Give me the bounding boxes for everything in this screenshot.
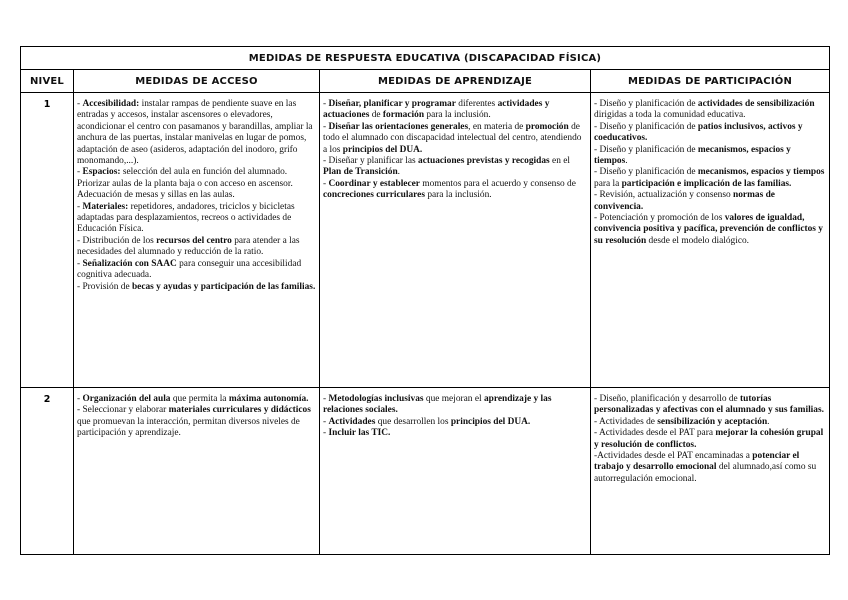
bullet-item [594,190,826,213]
bold-text: normas de convivencia. [594,190,775,212]
bold-text: materiales curriculares y didácticos [168,405,311,416]
text: - Diseñar y planificar las [323,156,419,167]
bold-text: Espacios: [82,167,121,178]
access-cell [74,388,320,555]
bold-text: principios del DUA. [450,416,531,427]
text: - [323,428,329,439]
bold-text: Materiales: [82,201,129,212]
text: - [77,394,83,404]
text: que mejoran el [423,394,484,404]
bold-text: Organización del aula [82,394,171,404]
bullet-item [594,417,826,428]
text: para la inclusión. [424,190,492,201]
bold-text: Diseñar las orientaciones generales [328,121,469,132]
bullet-item [594,167,826,190]
bold-text: tutorías personalizadas y afectivas con el alumnado y sus familias. [594,394,824,416]
text: - Diseño, planificación y desarrollo de [594,394,741,404]
bullet-item [77,259,316,282]
bullet-item [323,417,587,428]
text: de [369,110,383,121]
bold-text: sensibilización y aceptación [657,416,768,427]
bold-text: promoción [525,121,569,132]
table-row [21,93,830,388]
text: - [77,167,83,178]
bold-text: aprendizaje y las relaciones sociales. [323,394,552,416]
text: en el [549,156,571,167]
bullet-item [323,179,587,202]
header-learning: MEDIDAS DE APRENDIZAJE [320,70,591,93]
access-cell [74,93,320,388]
bold-text: formación [382,110,425,121]
bold-text: mecanismos, espacios y tiempos [697,167,825,178]
text: que promuevan la interacción, permitan diversos niveles de participación y aprendizaje. [77,416,300,439]
text: , en materia de [468,121,526,132]
bullet-item [77,236,316,259]
text: instalar rampas de pendiente suave en las entradas y accesos, instalar ascensores o elevadores, acondicionar el centro con pasamanos y barandillas, ampliar la anchura de las puertas, instalar manivelas en lugar de pomos, adaptación de aseo (asideros, adaptación del inodoro, grifo monomando,...). [77,99,313,167]
header-participation: MEDIDAS DE PARTICIPACIÓN [591,70,830,93]
document-page [20,46,829,555]
text: - Potenciación y promoción de los [594,213,725,224]
bold-text: concreciones curriculares [323,190,425,201]
text: - Diseño y planificación de [594,144,698,155]
bold-text: Actividades [328,416,376,427]
text: repetidores, andadores, triciclos y bicicletas adaptadas para desplazamientos, recreos o actividades de Educación Física. [77,201,295,235]
bold-text: becas y ayudas y participación de las familias. [131,281,316,292]
bold-text: mejorar la cohesión grupal y resolución de conflictos. [594,428,824,450]
bullet-item [323,122,587,156]
bullet-item [77,202,316,236]
participation-cell [591,388,830,555]
bold-text: recursos del centro [156,235,232,246]
bold-text: Señalización con SAAC [82,258,177,269]
bullet-item [323,428,587,439]
text: para atender a las necesidades del alumnado y reducción de la ratio. [77,235,300,258]
text: que permita la [170,394,229,404]
bold-text: Plan de Transición [323,167,398,178]
text: selección del aula en función del alumnado. Priorizar aulas de la planta baja o con acceso en ascensor. Adecuación de mesas y sillas en las aulas. [77,167,293,201]
bullet-item [594,122,826,145]
bold-text: actividades y actuaciones [323,99,550,121]
bold-text: actuaciones previstas y recogidas [418,156,550,167]
text: - [323,416,329,427]
bullet-item [323,156,587,179]
text: - Provisión de [77,281,132,292]
text: - [323,394,329,404]
bullet-item [77,99,316,167]
level-cell: 2 [21,388,74,555]
bold-text: Coordinar y establecer [328,178,420,189]
participation-cell [591,93,830,388]
bullet-item [594,145,826,168]
text: - [77,201,83,212]
text: . [397,167,401,178]
text: de todo el alumnado con discapacidad intelectual del centro, atendiendo a los [323,121,582,155]
text: - [323,121,329,132]
text: del alumnado,así como su autorregulación emocional. [594,462,817,484]
bold-text: actividades de sensibilización [697,99,815,109]
bold-text: máxima autonomía. [228,394,309,404]
header-access: MEDIDAS DE ACCESO [74,70,320,93]
text: - [323,178,329,189]
text: - [323,99,329,109]
text: . [625,156,628,167]
text: - Actividades de [594,416,658,427]
text: diferentes [455,99,498,109]
bullet-item [77,394,316,405]
text: - Distribución de los [77,235,157,246]
bullet-item [77,282,316,293]
text: - Actividades desde el PAT para [594,428,716,439]
text: para conseguir una accesibilidad cognitiva adecuada. [77,258,302,281]
text: - Diseño y planificación de [594,167,698,178]
text: - Revisión, actualización y consenso [594,190,734,201]
bullet-item [594,394,826,417]
text: - [77,258,83,269]
bold-text: mecanismos, espacios y tiempos [594,144,791,167]
bullet-item [77,167,316,201]
bullet-item [77,405,316,439]
table-title: MEDIDAS DE RESPUESTA EDUCATIVA (DISCAPACIDAD FÍSICA) [21,47,830,70]
level-cell: 1 [21,93,74,388]
text: . [767,416,770,427]
bold-text: principios del DUA. [342,144,423,155]
text: dirigidas a toda la comunidad educativa. [594,110,746,121]
text: -Actividades desde el PAT encaminadas a [594,451,753,462]
bold-text: Accesibilidad: [82,99,140,109]
bold-text: potenciar el trabajo y desarrollo emocional [594,451,800,473]
text: para la [594,178,622,189]
learning-cell [320,93,591,388]
header-level: NIVEL [21,70,74,93]
text: momentos para el acuerdo y consenso de [419,178,576,189]
text: - Diseño y planificación de [594,121,698,132]
bold-text: Diseñar, planificar y programar [328,99,456,109]
bold-text: participación e implicación de las familias. [621,178,792,189]
table-row [21,388,830,555]
measures-table [20,46,830,555]
text: - [77,99,83,109]
learning-cell [320,388,591,555]
bullet-item [323,394,587,417]
text: que desarrollen los [375,416,451,427]
bold-text: Incluir las TIC. [328,428,391,439]
bold-text: Metodologías inclusivas [328,394,424,404]
bullet-item [594,451,826,485]
bold-text: patios inclusivos, activos y coeducativos. [594,121,803,144]
text: - Seleccionar y elaborar [77,405,169,416]
text: desde el modelo dialógico. [646,235,750,246]
text: - Diseño y planificación de [594,99,698,109]
bullet-item [594,213,826,247]
bullet-item [594,99,826,122]
text: para la inclusión. [424,110,491,121]
bullet-item [323,99,587,122]
bold-text: valores de igualdad, convivencia positiva y pacífica, prevención de conflictos y su resolución [594,213,823,246]
bullet-item [594,428,826,451]
